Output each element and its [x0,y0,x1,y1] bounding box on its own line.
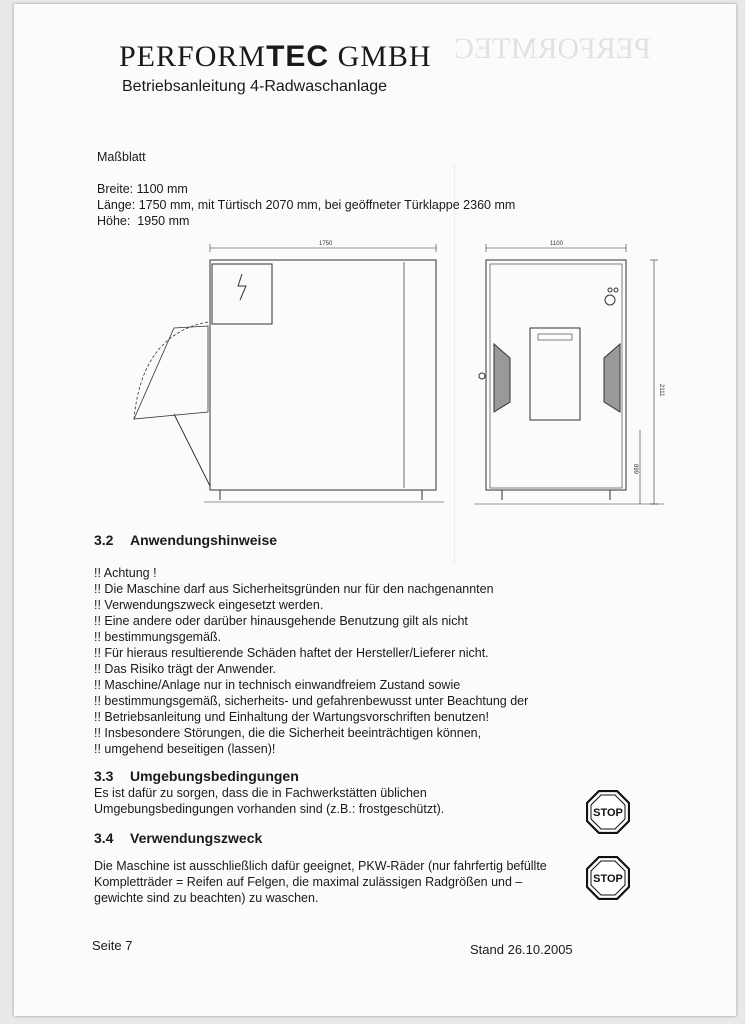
notice-line: !! bestimmungsgemäß. [94,630,222,644]
notice-line: !! Das Risiko trägt der Anwender. [94,662,277,676]
paragraph-line: Umgebungsbedingungen vorhanden sind (z.B.: frostgeschützt). [94,802,445,816]
section-title: Verwendungszweck [130,830,263,846]
brand-part-1: PERFORM [119,40,267,73]
brand-part-2: TEC [266,40,330,73]
section-title: Umgebungsbedingungen [130,768,299,784]
paragraph-line: Kompletträder = Reifen auf Felgen, die maximal zulässigen Radgrößen und – [94,875,523,889]
company-logo [119,40,432,74]
dimension-length: Länge: 1750 mm, mit Türtisch 2070 mm, bei geöffneter Türklappe 2360 mm [97,198,516,212]
page-number: Seite 7 [92,938,133,953]
document-page [14,4,736,1016]
notice-line: !! Maschine/Anlage nur in technisch einwandfreiem Zustand sowie [94,678,461,692]
notice-line: !! Für hieraus resultierende Schäden haftet der Hersteller/Lieferer nicht. [94,646,489,660]
dimensions-title: Maßblatt [97,150,146,164]
side-width-label: 1750 [319,241,333,247]
notice-line: !! Verwendungszweck eingesetzt werden. [94,598,324,612]
paragraph-line: gewichte sind zu beachten) zu waschen. [94,891,319,905]
notice-line: !! umgehend beseitigen (lassen)! [94,742,276,756]
stop-sign-label: STOP [593,807,623,819]
notice-line: !! Betriebsanleitung und Einhaltung der Wartungsvorschriften benutzen! [94,710,489,724]
revision-date: Stand 26.10.2005 [470,942,573,957]
notice-line: !! Eine andere oder darüber hinausgehende Benutzung gilt als nicht [94,614,468,628]
notice-line: !! Achtung ! [94,566,157,580]
notice-line: !! Die Maschine darf aus Sicherheitsgründen nur für den nachgenannten [94,582,494,596]
notice-line: !! Insbesondere Störungen, die die Sicherheit beeinträchtigen können, [94,726,482,740]
dimension-height: Höhe: 1950 mm [97,214,190,228]
section-title: Anwendungshinweise [130,532,278,548]
section-heading-3-2 [94,532,277,548]
stop-sign-icon [586,790,630,834]
front-width-label: 1100 [550,241,563,247]
front-sub-height-label: 899 [632,464,638,475]
machine-drawing [114,234,674,524]
notice-line: !! bestimmungsgemäß, sicherheits- und gefahrenbewusst unter Beachtung der [94,694,529,708]
dimension-width: Breite: 1100 mm [97,182,188,196]
section-heading-3-3 [94,768,299,784]
stop-sign-icon [586,856,630,900]
paragraph-line: Es ist dafür zu sorgen, dass die in Fachwerkstätten üblichen [94,786,427,800]
section-heading-3-4 [94,830,262,846]
section-number: 3.2 [94,532,114,548]
brand-part-3: GMBH [329,40,432,73]
front-height-label: 2111 [658,384,664,397]
section-number: 3.3 [94,768,114,784]
stop-sign-label: STOP [593,873,623,885]
section-number: 3.4 [94,830,114,846]
paragraph-line: Die Maschine ist ausschließlich dafür geeignet, PKW-Räder (nur fahrfertig befüllte [94,859,547,873]
document-subtitle: Betriebsanleitung 4-Radwaschanlage [122,78,388,95]
bleed-through: PERFORMTEC [454,32,651,65]
